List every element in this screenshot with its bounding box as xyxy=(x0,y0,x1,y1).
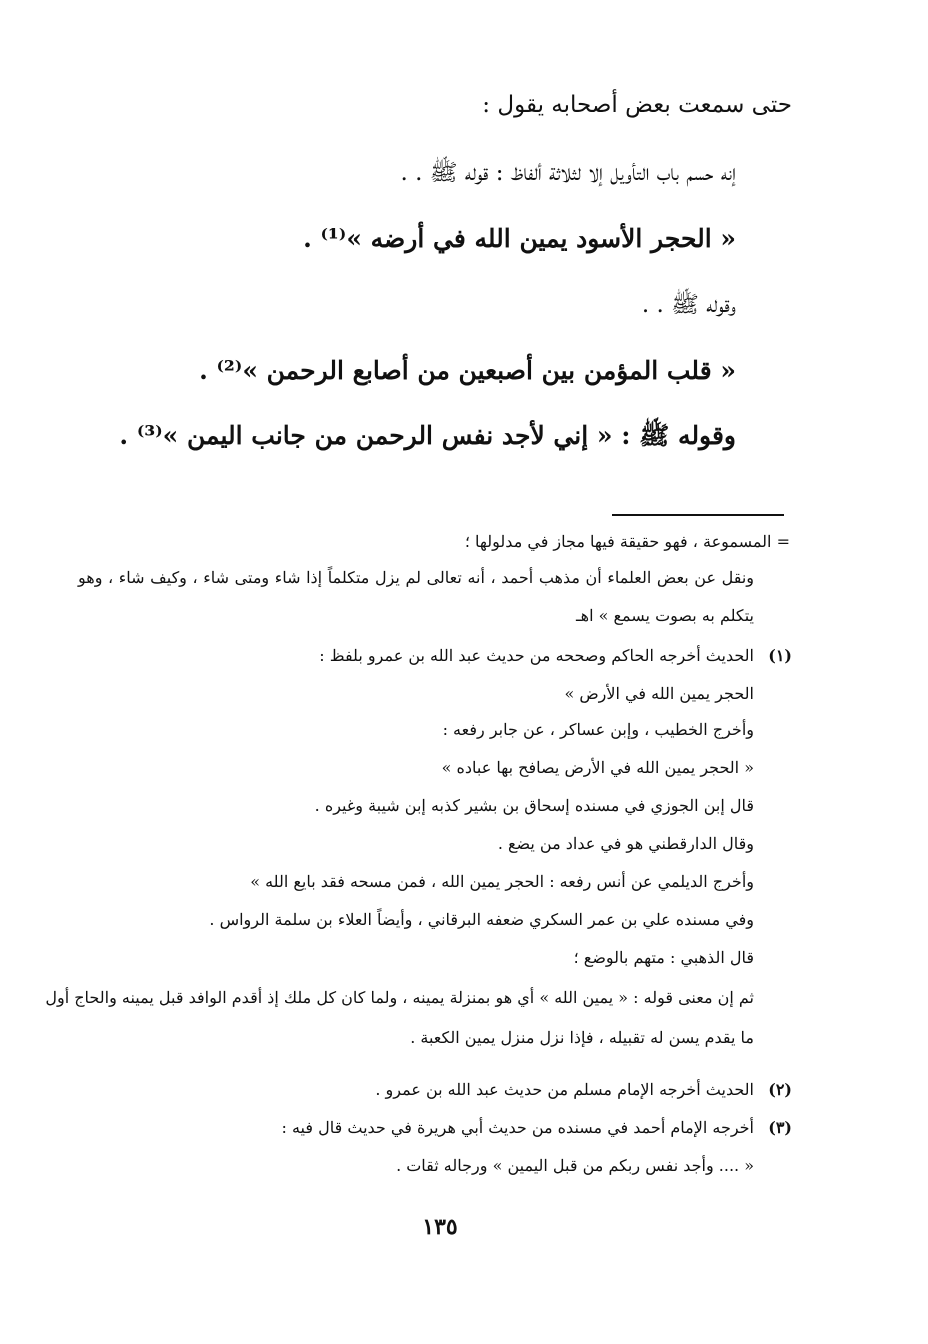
footnote-1-line-9: قال الذهبي : متهم بالوضع ؛ xyxy=(573,948,754,967)
footnote-3-line-2: « .... وأجد نفس ربكم من قبل اليمين » ورجاله ثقات . xyxy=(396,1156,754,1175)
footnote-3-number: (٣) xyxy=(768,1118,792,1137)
footnote-1-line-11: ما يقدم يسن له تقبيله ، فإذا نزل منزل يمين الكعبة . xyxy=(410,1028,754,1047)
footnote-1-line-7: وأخرج الديلمي عن أنس رفعه : الحجر يمين الله ، فمن مسحه فقد بايع الله » xyxy=(250,872,754,891)
page-number: ١٣٥ xyxy=(422,1214,458,1240)
main-line-5: « قلب المؤمن بين أصبعين من أصابع الرحمن »⁽²⁾ . xyxy=(199,356,736,385)
main-line-1: حتى سمعت بعض أصحابه يقول : xyxy=(482,92,792,118)
footnote-1-line-8: وفي مسنده علي بن عمر السكري ضعفه البرقاني ، وأيضاً العلاء بن سلمة الرواس . xyxy=(209,910,754,929)
main-line-4: وقوله ﷺ . . xyxy=(641,292,736,318)
footnote-1-line-6: وقال الدارقطني هو في عداد من يضع . xyxy=(497,834,754,853)
footnote-1-line-2: الحجر يمين الله في الأرض » xyxy=(564,684,754,703)
footnote-1-line-4: « الحجر يمين الله في الأرض يصافح بها عباده » xyxy=(441,758,754,777)
footnote-1-line-10: ثم إن معنى قوله : « يمين الله » أي هو بمنزلة يمينه ، ولما كان كل ملك إذ أقدم الوافد قبل يمينه والحاج أول xyxy=(45,988,754,1007)
footnote-2-number: (٢) xyxy=(768,1080,792,1099)
footnote-separator xyxy=(612,514,784,516)
footnote-continuation-line-1: = المسموعة ، فهو حقيقة فيها مجاز في مدلولها ؛ xyxy=(464,532,790,551)
footnote-1-line-1: الحديث أخرجه الحاكم وصححه من حديث عبد الله بن عمرو بلفظ : xyxy=(319,646,754,665)
main-line-3: « الحجر الأسود يمين الله في أرضه »⁽¹⁾ . xyxy=(303,224,736,253)
footnote-continuation-line-2: ونقل عن بعض العلماء أن مذهب أحمد ، أنه تعالى لم يزل متكلماً إذا شاء ومتى شاء ، وكيف شاء ، وهو xyxy=(78,568,755,587)
main-line-2: إنه حسم باب التأويل إلا لثلاثة ألفاظ : قوله ﷺ . . xyxy=(400,160,736,186)
footnote-2-text: الحديث أخرجه الإمام مسلم من حديث عبد الله بن عمرو . xyxy=(375,1080,754,1099)
footnote-1-number: (١) xyxy=(768,646,792,665)
main-line-6: وقوله ﷺ : « إني لأجد نفس الرحمن من جانب اليمن »⁽³⁾ . xyxy=(119,421,736,450)
footnote-1-line-3: وأخرج الخطيب ، وإبن عساكر ، عن جابر رفعه : xyxy=(442,720,754,739)
footnote-continuation-line-3: يتكلم به بصوت يسمع » اهـ xyxy=(575,606,754,625)
footnote-1-line-5: قال إبن الجوزي في مسنده إسحاق بن بشير كذبه إبن شيبة وغيره . xyxy=(314,796,754,815)
footnote-3-line-1: أخرجه الإمام أحمد في مسنده من حديث أبي هريرة في حديث قال فيه : xyxy=(281,1118,754,1137)
